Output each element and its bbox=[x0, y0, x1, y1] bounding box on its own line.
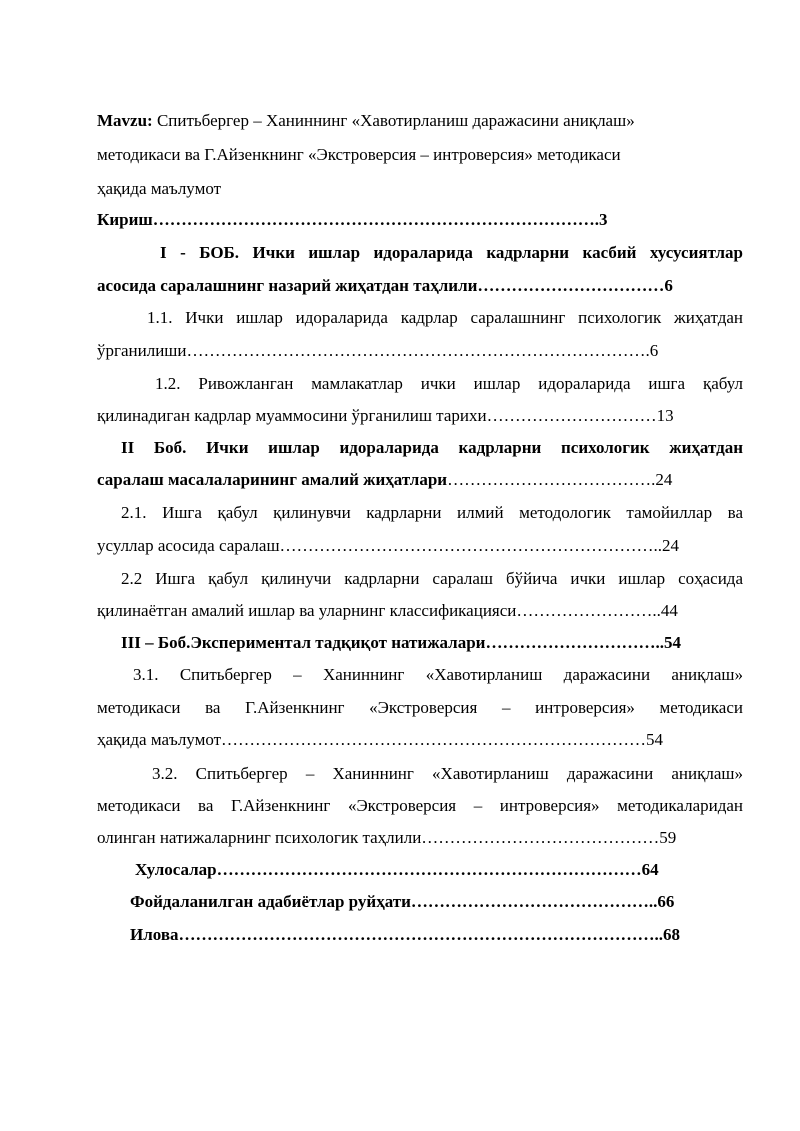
toc-section-1-2-line1: 1.2. Ривожланган мамлакатлар ички ишлар идораларида ишга қабул bbox=[155, 374, 743, 393]
toc-section-2-1-line2: усуллар асосида саралаш…………………………………………………………..24 bbox=[97, 536, 680, 555]
toc-chapter2-line1: II Боб. Ички ишлар идораларида кадрларни психологик жиҳатдан bbox=[121, 438, 743, 457]
topic-line-3: ҳақида маълумот bbox=[97, 179, 222, 198]
toc-section-2-2-line2: қилинаётган амалий ишлар ва уларнинг классификацияси……………………..44 bbox=[97, 601, 678, 620]
toc-section-2-1-line1: 2.1. Ишга қабул қилинувчи кадрларни илмий методологик тамойиллар ва bbox=[121, 503, 743, 522]
toc-chapter2-line2 bbox=[97, 470, 672, 490]
toc-chapter2-page: ……………………………….24 bbox=[447, 470, 673, 489]
toc-section-3-2-line3: олинган натижаларнинг психологик таҳлили……………………………………59 bbox=[97, 828, 677, 847]
topic-line-2: методикаси ва Г.Айзенкнинг «Экстроверсия – интроверсия» методикаси bbox=[97, 145, 621, 164]
toc-section-3-2-line1: 3.2. Спитьбергер – Ханиннинг «Хавотирланиш даражасини аниқлаш» bbox=[152, 764, 743, 783]
toc-chapter2-title-end: саралаш масалаларининг амалий жиҳатлари bbox=[97, 470, 448, 489]
toc-chapter1-line2: асосида саралашнинг назарий жиҳатдан таҳлили……………………………6 bbox=[97, 276, 673, 295]
toc-section-1-1-line1: 1.1. Ички ишлар идораларида кадрлар саралашнинг психологик жиҳатдан bbox=[147, 308, 743, 327]
toc-section-3-2-line2: методикаси ва Г.Айзенкнинг «Экстроверсия – интроверсия» методикаларидан bbox=[97, 796, 743, 815]
toc-references: Фойдаланилган адабиётлар руйҳати……………………………………..66 bbox=[130, 892, 675, 911]
topic-line-1 bbox=[97, 111, 635, 131]
toc-chapter3: III – Боб.Экспериментал тадқиқот натижалари…………………………..54 bbox=[121, 633, 681, 652]
toc-section-3-1-line2: методикаси ва Г.Айзенкнинг «Экстроверсия – интроверсия» методикаси bbox=[97, 698, 743, 717]
topic-label: Mavzu: bbox=[97, 111, 153, 130]
toc-section-2-2-line1: 2.2 Ишга қабул қилинучи кадрларни саралаш бўйича ички ишлар соҳасида bbox=[121, 569, 743, 588]
toc-section-1-2-line2: қилинадиган кадрлар муаммосини ўрганилиш тарихи…………………………13 bbox=[97, 406, 674, 425]
toc-conclusions: Хулосалар…………………………………………………………………64 bbox=[135, 860, 659, 879]
toc-section-1-1-line2: ўрганилиши……………………………………………………………………….6 bbox=[97, 341, 659, 360]
toc-chapter1-line1: I - БОБ. Ички ишлар идораларида кадрларни касбий хусусиятлар bbox=[160, 243, 743, 262]
toc-appendix: Илова…………………………………………………………………………..68 bbox=[130, 925, 681, 944]
toc-section-3-1-line3: ҳақида маълумот…………………………………………………………………54 bbox=[97, 730, 664, 749]
topic-text-1: Спитьбергер – Ханиннинг «Хавотирланиш даражасини аниқлаш» bbox=[156, 111, 635, 130]
toc-intro: Кириш…………………………………………………………………….3 bbox=[97, 210, 608, 229]
toc-section-3-1-line1: 3.1. Спитьбергер – Ханиннинг «Хавотирланиш даражасини аниқлаш» bbox=[133, 665, 743, 684]
